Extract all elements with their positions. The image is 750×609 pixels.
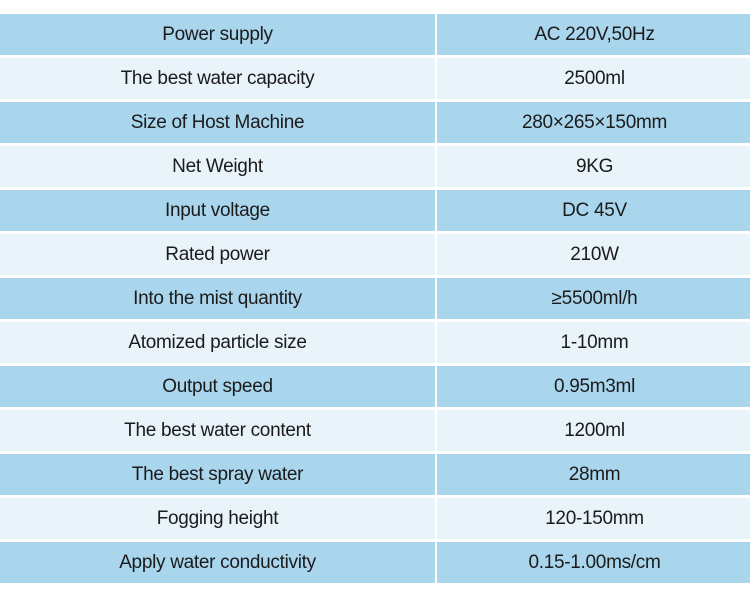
spec-row-output-speed bbox=[0, 366, 750, 410]
spec-label: The best water capacity bbox=[0, 58, 437, 102]
spec-value: 0.15-1.00ms/cm bbox=[437, 542, 750, 586]
spec-label: Size of Host Machine bbox=[0, 102, 437, 146]
spec-value: 1-10mm bbox=[437, 322, 750, 366]
spec-row-power-supply bbox=[0, 14, 750, 58]
spec-row-mist-quantity bbox=[0, 278, 750, 322]
spec-row-fogging-height bbox=[0, 498, 750, 542]
spec-row-input-voltage bbox=[0, 190, 750, 234]
spec-value: 1200ml bbox=[437, 410, 750, 454]
spec-label: Rated power bbox=[0, 234, 437, 278]
spec-row-host-size bbox=[0, 102, 750, 146]
spec-row-rated-power bbox=[0, 234, 750, 278]
spec-label: Output speed bbox=[0, 366, 437, 410]
spec-value: DC 45V bbox=[437, 190, 750, 234]
spec-value: AC 220V,50Hz bbox=[437, 14, 750, 58]
spec-label: Apply water conductivity bbox=[0, 542, 437, 586]
spec-value: 9KG bbox=[437, 146, 750, 190]
specification-table-body bbox=[0, 14, 750, 586]
spec-row-spray-water bbox=[0, 454, 750, 498]
spec-value: 0.95m3ml bbox=[437, 366, 750, 410]
spec-label: Input voltage bbox=[0, 190, 437, 234]
spec-value: 120-150mm bbox=[437, 498, 750, 542]
spec-value: ≥5500ml/h bbox=[437, 278, 750, 322]
spec-label: Net Weight bbox=[0, 146, 437, 190]
specification-table bbox=[0, 14, 750, 586]
spec-label: The best spray water bbox=[0, 454, 437, 498]
spec-value: 280×265×150mm bbox=[437, 102, 750, 146]
spec-label: Atomized particle size bbox=[0, 322, 437, 366]
spec-row-net-weight bbox=[0, 146, 750, 190]
spec-label: Into the mist quantity bbox=[0, 278, 437, 322]
spec-label: Power supply bbox=[0, 14, 437, 58]
spec-row-water-content bbox=[0, 410, 750, 454]
spec-value: 210W bbox=[437, 234, 750, 278]
spec-row-water-capacity bbox=[0, 58, 750, 102]
spec-row-water-conductivity bbox=[0, 542, 750, 586]
spec-value: 2500ml bbox=[437, 58, 750, 102]
spec-value: 28mm bbox=[437, 454, 750, 498]
spec-label: The best water content bbox=[0, 410, 437, 454]
spec-row-particle-size bbox=[0, 322, 750, 366]
spec-label: Fogging height bbox=[0, 498, 437, 542]
